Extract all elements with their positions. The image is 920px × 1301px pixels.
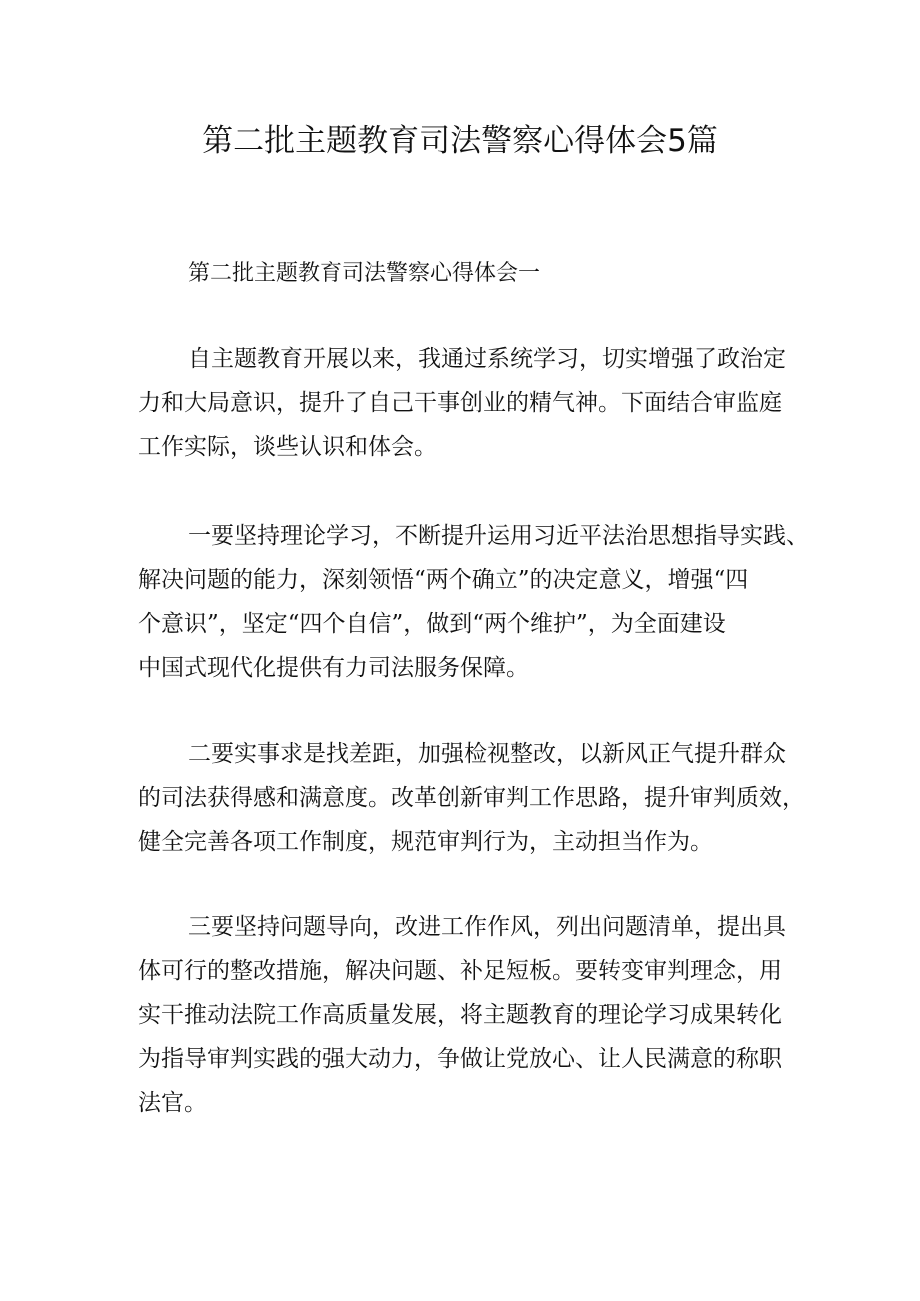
text-line: 一要坚持理论学习，不断提升运用习近平法治思想指导实践、: [188, 523, 809, 549]
text-line: 中国式现代化提供有力司法服务保障。: [138, 655, 529, 681]
text-line: 健全完善各项工作制度，规范审判行为，主动担当作为。: [138, 829, 713, 855]
text-line: 力和大局意识，提升了自己干事创业的精气神。下面结合审监庭: [138, 390, 782, 416]
document-title: 第二批主题教育司法警察心得体会5篇: [202, 123, 718, 159]
paragraph-point-one: [138, 514, 809, 690]
text-line: 二要实事求是找差距，加强检视整改，以新风正气提升群众: [188, 741, 786, 767]
section-heading: 第二批主题教育司法警察心得体会一: [188, 261, 541, 286]
text-line: 法官。: [138, 1090, 207, 1116]
paragraph-point-two: [138, 732, 805, 864]
text-line: 体可行的整改措施，解决问题、补足短板。要转变审判理念，用: [138, 958, 782, 984]
paragraph-point-three: [138, 905, 788, 1125]
text-line: 实干推动法院工作高质量发展，将主题教育的理论学习成果转化: [138, 1002, 782, 1028]
text-line: 个意识”，坚定“四个自信”，做到“两个维护”，为全面建设: [138, 611, 726, 637]
text-line: 自主题教育开展以来，我通过系统学习，切实增强了政治定: [188, 346, 786, 372]
text-line: 工作实际，谈些认识和体会。: [138, 434, 437, 460]
text-line: 三要坚持问题导向，改进工作作风，列出问题清单，提出具: [188, 914, 786, 940]
text-line: 的司法获得感和满意度。改革创新审判工作思路，提升审判质效，: [138, 785, 805, 811]
text-line: 解决问题的能力，深刻领悟“两个确立”的决定意义，增强“四: [138, 567, 749, 593]
text-line: 为指导审判实践的强大动力，争做让党放心、让人民满意的称职: [138, 1046, 782, 1072]
paragraph-intro: [138, 337, 788, 469]
